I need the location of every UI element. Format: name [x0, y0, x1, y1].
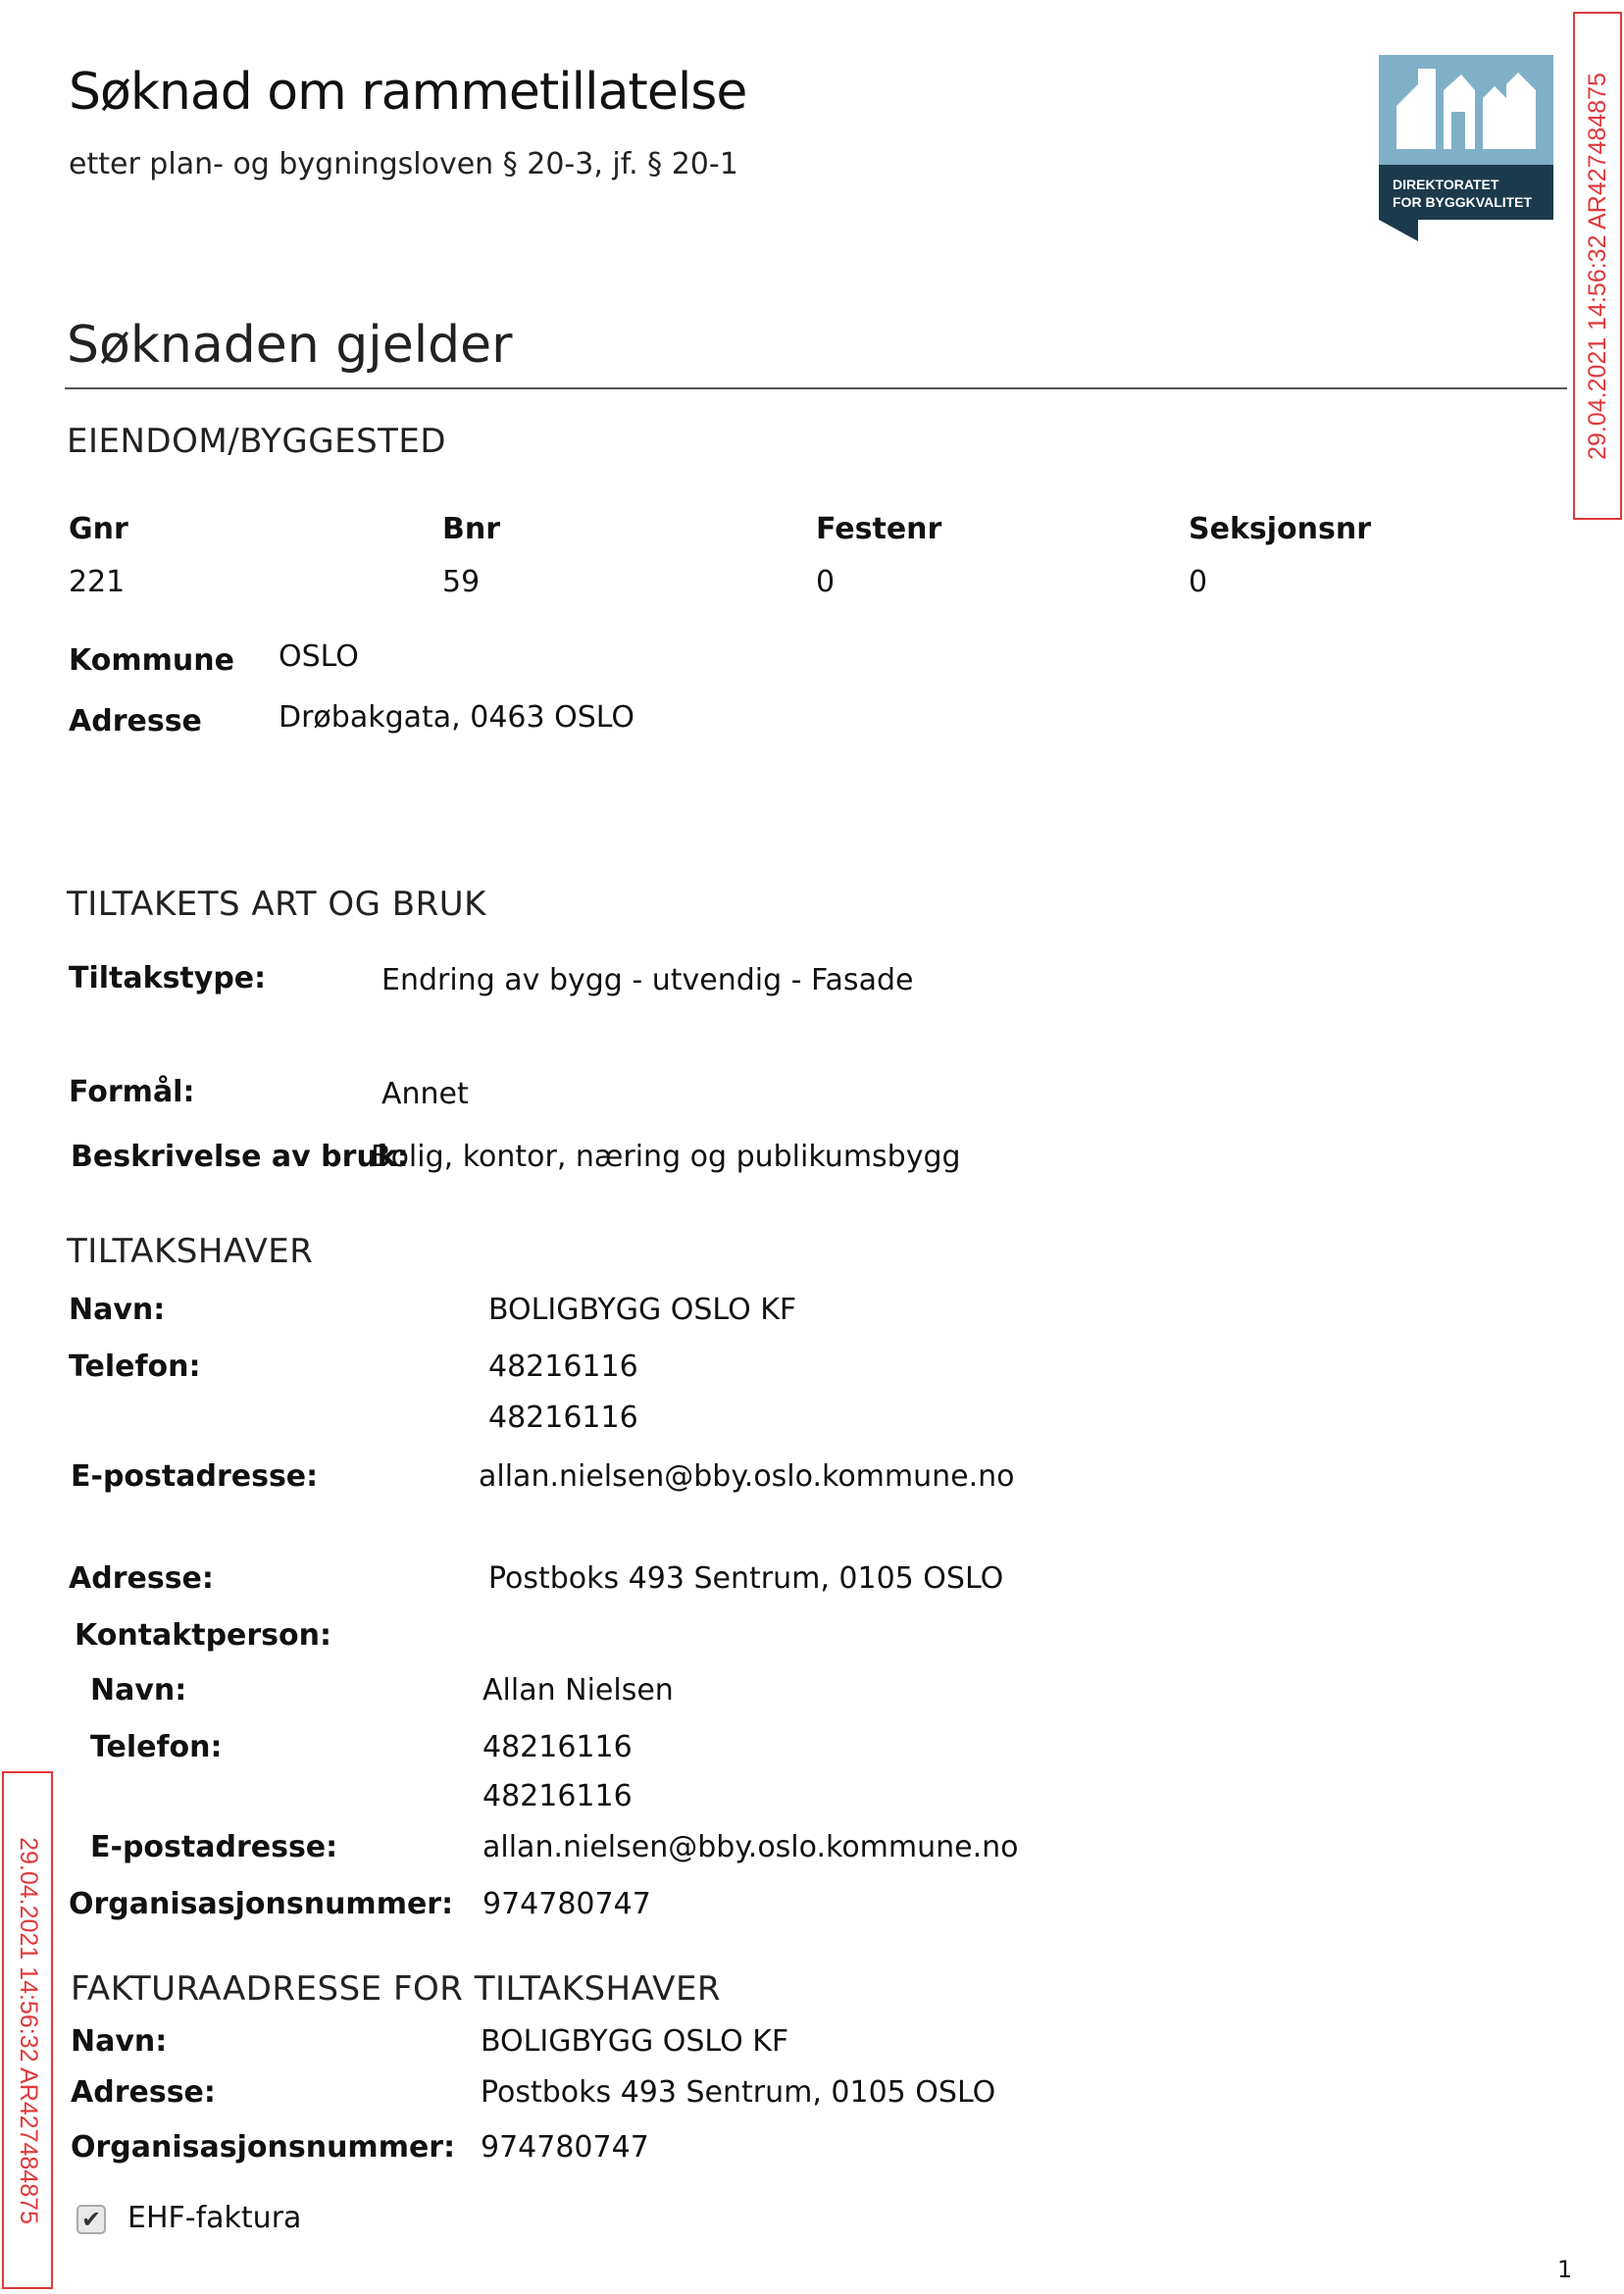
- tiltakshaver-navn-value: BOLIGBYGG OSLO KF: [488, 1293, 797, 1327]
- dibk-logo: [1379, 55, 1553, 241]
- document-subtitle: etter plan- og bygningsloven § 20-3, jf. § 20-1: [69, 147, 738, 181]
- tiltakshaver-adresse-value: Postboks 493 Sentrum, 0105 OSLO: [488, 1561, 1004, 1596]
- faktura-adresse-value: Postboks 493 Sentrum, 0105 OSLO: [481, 2075, 996, 2110]
- stamp-text: 29.04.2021 14:56:32 AR427484875: [1583, 72, 1611, 460]
- tiltakshaver-heading: TILTAKSHAVER: [67, 1232, 314, 1271]
- section-divider: [65, 387, 1567, 389]
- logo-text-line1: DIREKTORATET: [1393, 177, 1499, 192]
- seksjonsnr-label: Seksjonsnr: [1189, 512, 1372, 546]
- page-number: 1: [1557, 2256, 1573, 2283]
- formal-label: Formål:: [69, 1075, 195, 1109]
- ehf-faktura-checkbox[interactable]: ✔: [76, 2205, 106, 2234]
- gnr-label: Gnr: [69, 512, 128, 546]
- logo-text-line2: FOR BYGGKVALITET: [1393, 194, 1533, 210]
- kontakt-telefon-value-2: 48216116: [482, 1779, 633, 1813]
- adresse-value: Drøbakgata, 0463 OSLO: [279, 700, 635, 735]
- ehf-faktura-label: EHF-faktura: [127, 2201, 302, 2235]
- tiltakstype-label: Tiltakstype:: [69, 961, 267, 995]
- faktura-navn-value: BOLIGBYGG OSLO KF: [481, 2024, 789, 2059]
- tiltakshaver-telefon-value-2: 48216116: [488, 1401, 638, 1435]
- section-title: Søknaden gjelder: [67, 316, 513, 375]
- bnr-value: 59: [442, 565, 481, 599]
- bnr-label: Bnr: [442, 512, 501, 546]
- orgnr-label: Organisasjonsnummer:: [69, 1887, 454, 1921]
- kommune-value: OSLO: [279, 639, 359, 674]
- seksjonsnr-value: 0: [1189, 565, 1208, 599]
- kontakt-epost-value: allan.nielsen@bby.oslo.kommune.no: [482, 1830, 1019, 1864]
- faktura-heading: FAKTURAADRESSE FOR TILTAKSHAVER: [71, 1969, 722, 2009]
- faktura-orgnr-value: 974780747: [481, 2130, 649, 2165]
- kontakt-epost-label: E-postadresse:: [90, 1830, 338, 1864]
- kontakt-navn-value: Allan Nielsen: [482, 1673, 674, 1708]
- orgnr-value: 974780747: [482, 1887, 651, 1921]
- festenr-label: Festenr: [816, 512, 942, 546]
- formal-value: Annet: [381, 1077, 469, 1111]
- tiltakshaver-adresse-label: Adresse:: [69, 1561, 214, 1596]
- beskrivelse-label: Beskrivelse av bruk:: [71, 1140, 409, 1174]
- tiltakstype-value: Endring av bygg - utvendig - Fasade: [381, 963, 914, 997]
- faktura-orgnr-label: Organisasjonsnummer:: [71, 2130, 456, 2165]
- kontakt-navn-label: Navn:: [90, 1673, 187, 1708]
- tiltakshaver-telefon-value-1: 48216116: [488, 1350, 638, 1384]
- gnr-value: 221: [69, 565, 126, 599]
- adresse-label: Adresse: [69, 704, 202, 739]
- kommune-label: Kommune: [69, 643, 234, 678]
- festenr-value: 0: [816, 565, 836, 599]
- tiltakshaver-telefon-label: Telefon:: [69, 1350, 201, 1384]
- timestamp-stamp-left: [2, 1771, 53, 2289]
- kontaktperson-label: Kontaktperson:: [75, 1618, 332, 1653]
- tiltakshaver-navn-label: Navn:: [69, 1293, 166, 1327]
- kontakt-telefon-label: Telefon:: [90, 1730, 223, 1764]
- beskrivelse-value: Bolig, kontor, næring og publikumsbygg: [371, 1140, 961, 1174]
- faktura-navn-label: Navn:: [71, 2024, 168, 2059]
- document-title: Søknad om rammetillatelse: [69, 63, 747, 122]
- kontakt-telefon-value-1: 48216116: [482, 1730, 633, 1764]
- tiltakshaver-epost-label: E-postadresse:: [71, 1459, 319, 1494]
- faktura-adresse-label: Adresse:: [71, 2075, 216, 2110]
- timestamp-stamp-top: [1573, 12, 1622, 520]
- stamp-text: 29.04.2021 14:56:32 AR427484875: [14, 1836, 42, 2224]
- tiltak-heading: TILTAKETS ART OG BRUK: [67, 885, 486, 924]
- eiendom-heading: EIENDOM/BYGGESTED: [67, 422, 447, 461]
- tiltakshaver-epost-value: allan.nielsen@bby.oslo.kommune.no: [479, 1459, 1015, 1494]
